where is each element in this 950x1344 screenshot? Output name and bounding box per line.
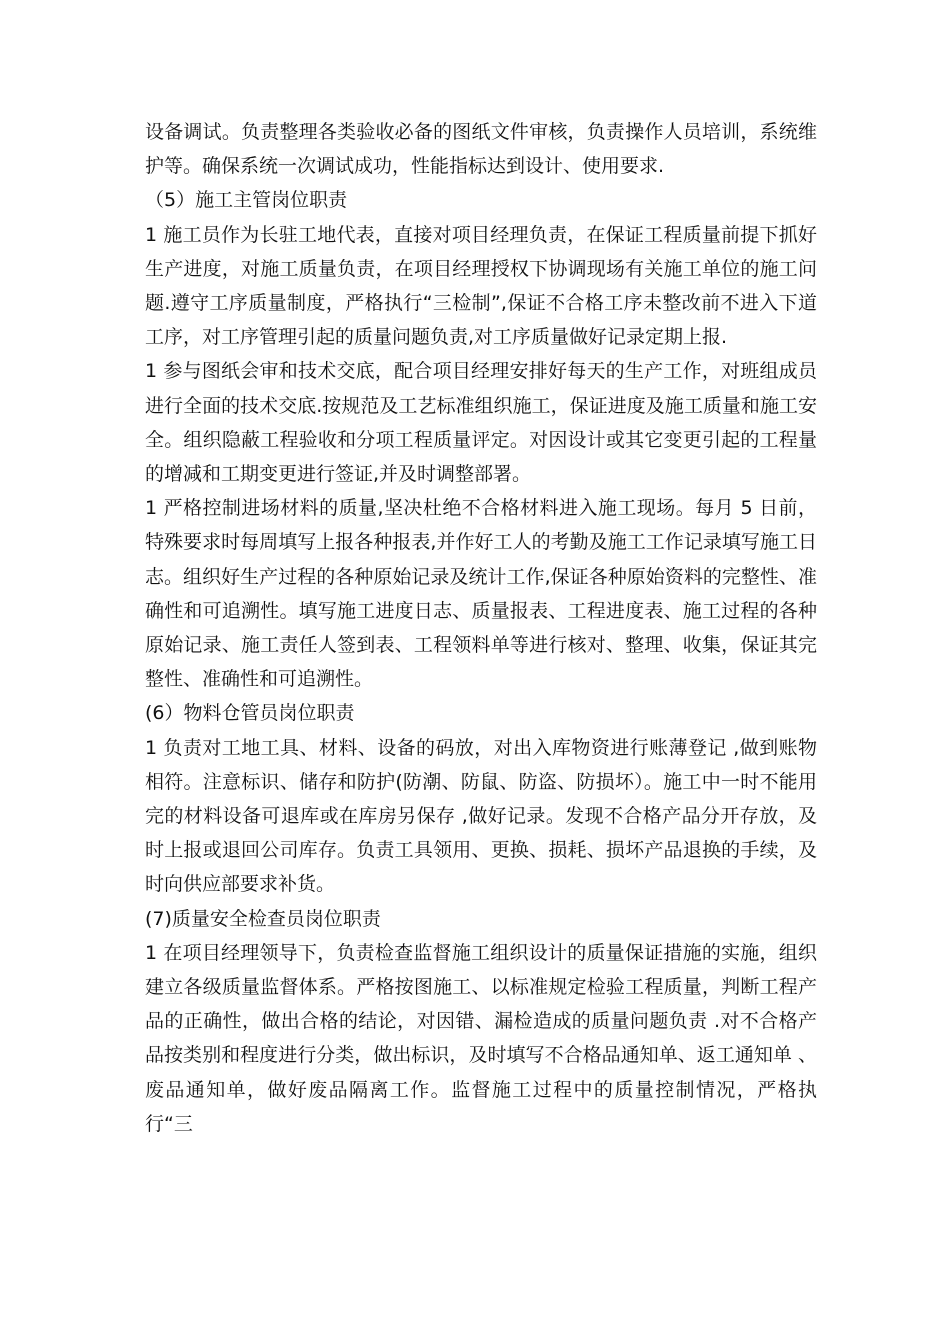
paragraph-warehouse-duty-1: 1 负责对工地工具、材料、设备的码放，对出入库物资进行账薄登记 ,做到账物相符。注意标识、储存和防护(防潮、防鼠、防盗、防损坏）。施工中一时不能用完的材料设备可退库或在库房另保存 ,做好记录。发现不合格产品分开存放，及时上报或退回公司库存。负责工具领用、更换、损耗、损坏产品退换的手续，及时向供应部要求补货。: [145, 736, 817, 896]
paragraph-supervisor-duty-1: 1 施工员作为长驻工地代表，直接对项目经理负责，在保证工程质量前提下抓好生产进度，对施工质量负责，在项目经理授权下协调现场有关施工单位的施工问题.遵守工序质量制度，严格执行“三检制”,保证不合格工序未整改前不进入下道工序，对工序管理引起的质量问题负责,对工序质量做好记录定期上报.: [145, 223, 817, 349]
paragraph-continuation: 设备调试。负责整理各类验收必备的图纸文件审核，负责操作人员培训，系统维护等。确保系统一次调试成功，性能指标达到设计、使用要求.: [145, 121, 817, 178]
section-heading-quality-inspector: (7)质量安全检查员岗位职责: [145, 907, 381, 930]
document-body: [145, 115, 817, 1141]
paragraph-supervisor-duty-3: 1 严格控制进场材料的质量,坚决杜绝不合格材料进入施工现场。每月 5 日前，特殊要求时每周填写上报各种报表,并作好工人的考勤及施工工作记录填写施工日志。组织好生产过程的各种原始记录及统计工作,保证各种原始资料的完整性、准确性和可追溯性。填写施工进度日志、质量报表、工程进度表、施工过程的各种原始记录、施工责任人签到表、工程领料单等进行核对、整理、收集，保证其完整性、准确性和可追溯性。: [145, 497, 817, 691]
paragraph-supervisor-duty-2: 1 参与图纸会审和技术交底，配合项目经理安排好每天的生产工作，对班组成员进行全面的技术交底.按规范及工艺标准组织施工，保证进度及施工质量和施工安全。组织隐蔽工程验收和分项工程质量评定。对因设计或其它变更引起的工程量的增减和工期变更进行签证,并及时调整部署。: [145, 360, 817, 486]
paragraph-inspector-duty-1: 1 在项目经理领导下，负责检查监督施工组织设计的质量保证措施的实施，组织建立各级质量监督体系。严格按图施工、以标准规定检验工程质量，判断工程产品的正确性，做出合格的结论，对因错、漏检造成的质量问题负责 .对不合格产品按类别和程度进行分类，做出标识，及时填写不合格品通知单、返工通知单 、废品通知单，做好废品隔离工作。监督施工过程中的质量控制情况，严格执行“三: [145, 941, 817, 1135]
section-heading-warehouse-keeper: (6）物料仓管员岗位职责: [145, 702, 355, 725]
section-heading-construction-supervisor: （5）施工主管岗位职责: [145, 189, 348, 212]
